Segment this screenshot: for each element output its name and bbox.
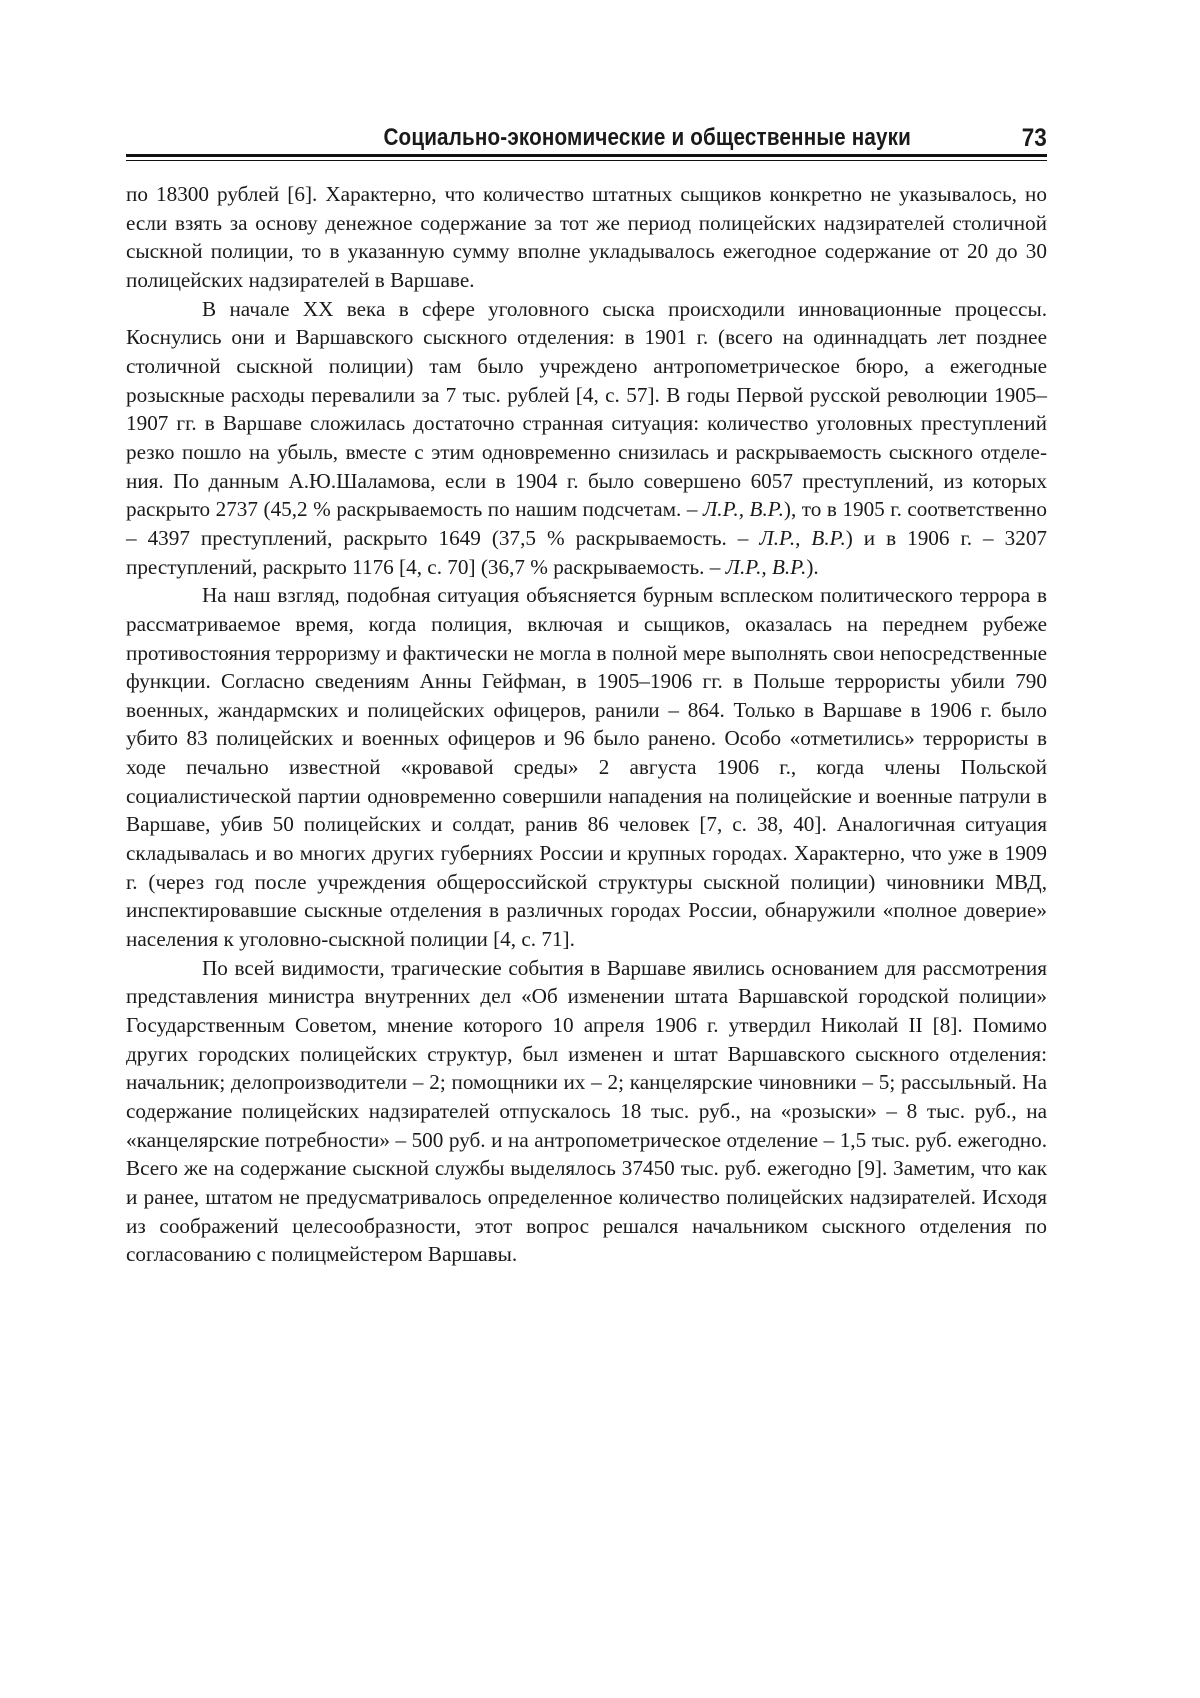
paragraph-text: ). xyxy=(806,554,819,579)
paragraph xyxy=(126,180,1047,295)
running-head-title: Социально-экономические и общественные науки xyxy=(383,124,911,151)
header-rule-thick xyxy=(126,154,1047,157)
page-number: 73 xyxy=(1021,124,1047,152)
running-head xyxy=(126,120,1047,162)
paragraph-text: ) и в 1906 г. – 3207 преступлений, раскрыто 1176 [4, с. 70] (36,7 % раскрываемость. – xyxy=(126,525,1048,579)
author-initials: Л.Р., В.Р. xyxy=(759,525,846,550)
paragraph xyxy=(126,954,1047,1269)
paragraph xyxy=(126,581,1047,954)
body-text xyxy=(126,180,1047,1269)
paragraph-text: В начале XX века в сфере уголовного сыска происходили инновационные процессы. Коснулись они и Варшавского сыскного отделения: в 1901 г. (всего на одиннадцать лет позднее столичной сыскной полиции) там было учреждено антропометрическое бюро, а ежегодные розыскные расходы перевалили за 7 тыс. рублей [4, с. 57]. В годы Первой русской революции 1905–1907 гг. в Варшаве сложилась достаточно странная ситуация: количество уголовных преступлений резко пошло на убыль, вместе с этим одновременно снизилась и раскрываемость сыскного отделения. По данным А.Ю.Шаламова, если в 1904 г. было совершено 6057 преступлений, из которых раскрыто 2737 (45,2 % раскрываемость по нашим подсчетам. – xyxy=(126,296,1047,522)
paragraph xyxy=(126,295,1047,582)
header-rule-thin xyxy=(126,160,1047,161)
author-initials: Л.Р., В.Р. xyxy=(702,497,784,522)
paragraph-text: ), то в 1905 г. соответственно – 4397 преступлений, раскрыто 1649 (37,5 % раскрываемость. – xyxy=(126,497,1047,550)
paragraph-text: по 18300 рублей [6]. Характерно, что количество штатных сыщиков конкретно не указывалось, но если взять за основу денежное содержание за тот же период полицейских надзирателей столичной сыскной полиции, то в указанную сумму вполне укладывалось ежегодное содержание от 20 до 30 полицейских надзирателей в Варшаве. xyxy=(126,182,1047,292)
author-initials: Л.Р., В.Р. xyxy=(725,554,807,579)
paragraph-text: По всей видимости, трагические события в Варшаве явились основанием для рассмотрения представления министра внутренних дел «Об изменении штата Варшавской городской полиции» Государственным Советом, мнение которого 10 апреля 1906 г. утвердил Николай II [8]. Помимо других городских полицейских структур, был изменен и штат Варшавского сыскного отделения: начальник; делопроизводители – 2; помощники их – 2; канцелярские чиновники – 5; рассыльный. На содержание полицейских надзирателей отпускалось 18 тыс. руб., на «розыски» – 8 тыс. руб., на «канцелярские потребности» – 500 руб. и на антропометрическое отделение – 1,5 тыс. руб. ежегодно. Всего же на содержание сыскной службы выделялось 37450 тыс. руб. ежегодно [9]. Заметим, что как и ранее, штатом не предусматривалось определенное количество полицейских надзирателей. Исходя из соображений целесообразности, этот вопрос решался начальником сыскного отделения по согласованию с полицмейстером Варшавы. xyxy=(126,955,1047,1267)
paragraph-text: На наш взгляд, подобная ситуация объясняется бурным всплеском политического террора в рассматриваемое время, когда полиция, включая и сыщиков, оказалась на переднем рубеже противостояния терроризму и фактически не могла в полной мере выполнять свои непосредственные функции. Согласно сведениям Анны Гейфман, в 1905–1906 гг. в Польше террористы убили 790 военных, жандармских и полицейских офицеров, ранили – 864. Только в Варшаве в 1906 г. было убито 83 полицейских и военных офицеров и 96 было ранено. Особо «отметились» террористы в ходе печально известной «кровавой среды» 2 августа 1906 г., когда члены Польской социалистической партии одновременно совершили нападения на полицейские и военные патрули в Варшаве, убив 50 полицейских и солдат, ранив 86 человек [7, с. 38, 40]. Аналогичная ситуация складывалась и во многих других губерниях России и крупных городах. Характерно, что уже в 1909 г. (через год после учреждения общероссийской структуры сыскной полиции) чиновники МВД, инспектировавшие сыскные отделения в различных городах России, обнаружили «полное доверие» населения к уголовно-сыскной полиции [4, с. 71]. xyxy=(126,583,1047,952)
